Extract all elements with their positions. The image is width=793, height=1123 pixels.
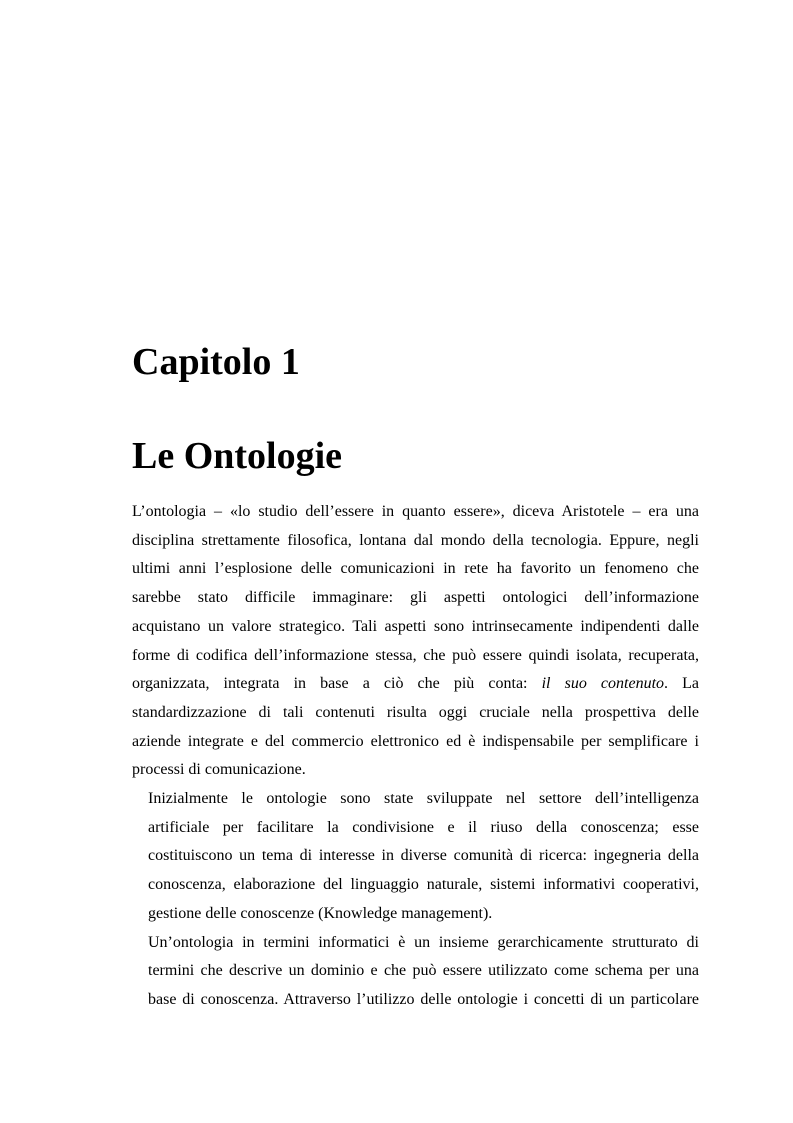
body-text <box>132 498 699 1015</box>
text-line: processi di comunicazione. <box>132 761 306 779</box>
text-line: base di conoscenza. Attraverso l’utilizzo delle ontologie i concetti di un particolare <box>148 990 699 1008</box>
text-line: conoscenza, elaborazione del linguaggio naturale, sistemi informativi cooperativi, <box>148 876 699 894</box>
paragraph-1 <box>132 498 699 785</box>
text-line: sarebbe stato difficile immaginare: gli aspetti ontologici dell’informazione <box>132 589 699 607</box>
text-line: termini che descrive un dominio e che può essere utilizzato come schema per una <box>148 962 699 980</box>
text-line <box>132 670 699 699</box>
text-line: aziende integrate e del commercio elettronico ed è indispensabile per semplificare i <box>132 732 699 750</box>
text-run: . La <box>664 675 699 693</box>
paragraph-3 <box>132 929 699 1015</box>
emphasized-text: il suo contenuto <box>541 675 665 693</box>
text-line: costituiscono un tema di interesse in diverse comunità di ricerca: ingegneria della <box>148 847 699 865</box>
chapter-number-heading: Capitolo 1 <box>132 341 300 383</box>
text-run: organizzata, integrata in base a ciò che più conta: <box>132 675 542 693</box>
text-line: acquistano un valore strategico. Tali aspetti sono intrinsecamente indipendenti dalle <box>132 617 699 635</box>
text-line: L’ontologia – «lo studio dell’essere in quanto essere», diceva Aristotele – era una <box>132 503 699 520</box>
text-line: ultimi anni l’esplosione delle comunicazioni in rete ha favorito un fenomeno che <box>132 560 699 578</box>
text-line: forme di codifica dell’informazione stessa, che può essere quindi isolata, recuperata, <box>132 646 699 664</box>
text-line: disciplina strettamente filosofica, lontana dal mondo della tecnologia. Eppure, negli <box>132 531 699 549</box>
text-line: standardizzazione di tali contenuti risulta oggi cruciale nella prospettiva delle <box>132 703 699 721</box>
text-line: Un’ontologia in termini informatici è un insieme gerarchicamente strutturato di <box>148 933 699 951</box>
paragraph-2 <box>132 785 699 929</box>
chapter-title-heading: Le Ontologie <box>132 435 343 477</box>
text-line: Inizialmente le ontologie sono state sviluppate nel settore dell’intelligenza <box>148 790 699 808</box>
text-line: artificiale per facilitare la condivisione e il riuso della conoscenza; esse <box>148 818 699 836</box>
text-line: gestione delle conoscenze (Knowledge management). <box>148 904 493 922</box>
